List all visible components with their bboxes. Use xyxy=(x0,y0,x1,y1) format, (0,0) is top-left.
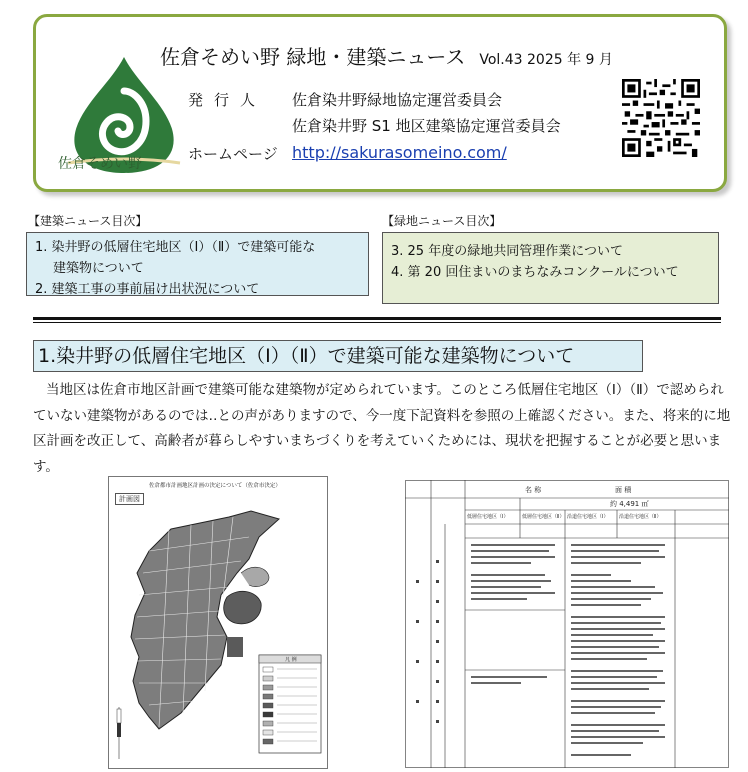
toc-item-1[interactable]: 1. 染井野の低層住宅地区（Ⅰ）（Ⅱ）で建築可能な xyxy=(35,240,316,255)
toc-item-3[interactable]: 3. 25 年度の緑地共同管理作業について xyxy=(391,244,623,259)
table-header-area: 面 積 xyxy=(615,486,632,494)
newsletter-title xyxy=(160,41,613,70)
table-area-value: 約 4,491 ㎡ xyxy=(610,500,649,508)
volume-date: Vol.43 2025 年 9 月 xyxy=(479,52,613,68)
title-text: 佐倉そめい野 緑地・建築ニュース xyxy=(160,45,466,69)
table-zone-2: 低層住宅地区（Ⅱ） xyxy=(522,514,565,520)
homepage-label: ホームページ xyxy=(188,145,278,163)
district-plan-table xyxy=(405,480,729,768)
greenery-toc-label: 【緑地ニュース目次】 xyxy=(382,214,502,228)
publisher-line-1: 佐倉染井野緑地協定運営委員会 xyxy=(292,91,503,109)
table-zone-3: 沿道住宅地区（Ⅰ） xyxy=(567,514,609,520)
qr-code-icon[interactable] xyxy=(622,79,700,157)
toc-item-1-cont[interactable]: 建築物について xyxy=(53,261,144,276)
map-drawing xyxy=(109,477,327,768)
divider-thick xyxy=(33,317,721,320)
district-plan-map xyxy=(108,476,328,769)
section-1-title: 1.染井野の低層住宅地区（Ⅰ）（Ⅱ）で建築可能な建築物について xyxy=(33,340,643,372)
legend-title: 凡 例 xyxy=(285,657,297,663)
divider-thin xyxy=(33,322,721,323)
table-zone-1: 低層住宅地区（Ⅰ） xyxy=(467,514,509,520)
greenery-toc-box xyxy=(382,232,719,304)
building-toc-label: 【建築ニュース目次】 xyxy=(28,214,148,228)
table-zone-4: 沿道住宅地区（Ⅱ） xyxy=(619,514,662,520)
table-header-name: 名 称 xyxy=(525,486,542,494)
toc-item-4[interactable]: 4. 第 20 回住まいのまちなみコンクールについて xyxy=(391,265,679,280)
publisher-line-2: 佐倉染井野 S1 地区建築協定運営委員会 xyxy=(292,117,561,135)
logo-wordmark: 佐倉そめい野 xyxy=(58,156,142,172)
section-1-body: 当地区は佐倉市地区計画で建築可能な建築物が定められています。このところ低層住宅地区（Ⅰ）（Ⅱ）で認められていない建築物があるのでは‥との声がありますので、今一度下記資料を参照の上確認ください。また、将来的に地区計画を改正して、高齢者が暮らしやすいまちづくりを考えていくためには、現状を把握することが必要と思います。 xyxy=(33,382,731,475)
toc-item-2[interactable]: 2. 建築工事の事前届け出状況について xyxy=(35,282,260,297)
publisher-label: 発行人 xyxy=(188,91,267,109)
homepage-link[interactable]: http://sakurasomeino.com/ xyxy=(292,143,507,162)
map-label: 計画図 xyxy=(115,493,144,505)
building-toc-box xyxy=(26,232,369,296)
table-drawing xyxy=(405,480,729,768)
newsletter-header xyxy=(33,14,727,192)
map-caption: 佐倉都市計画地区計画の決定について（佐倉市決定） xyxy=(149,483,281,489)
